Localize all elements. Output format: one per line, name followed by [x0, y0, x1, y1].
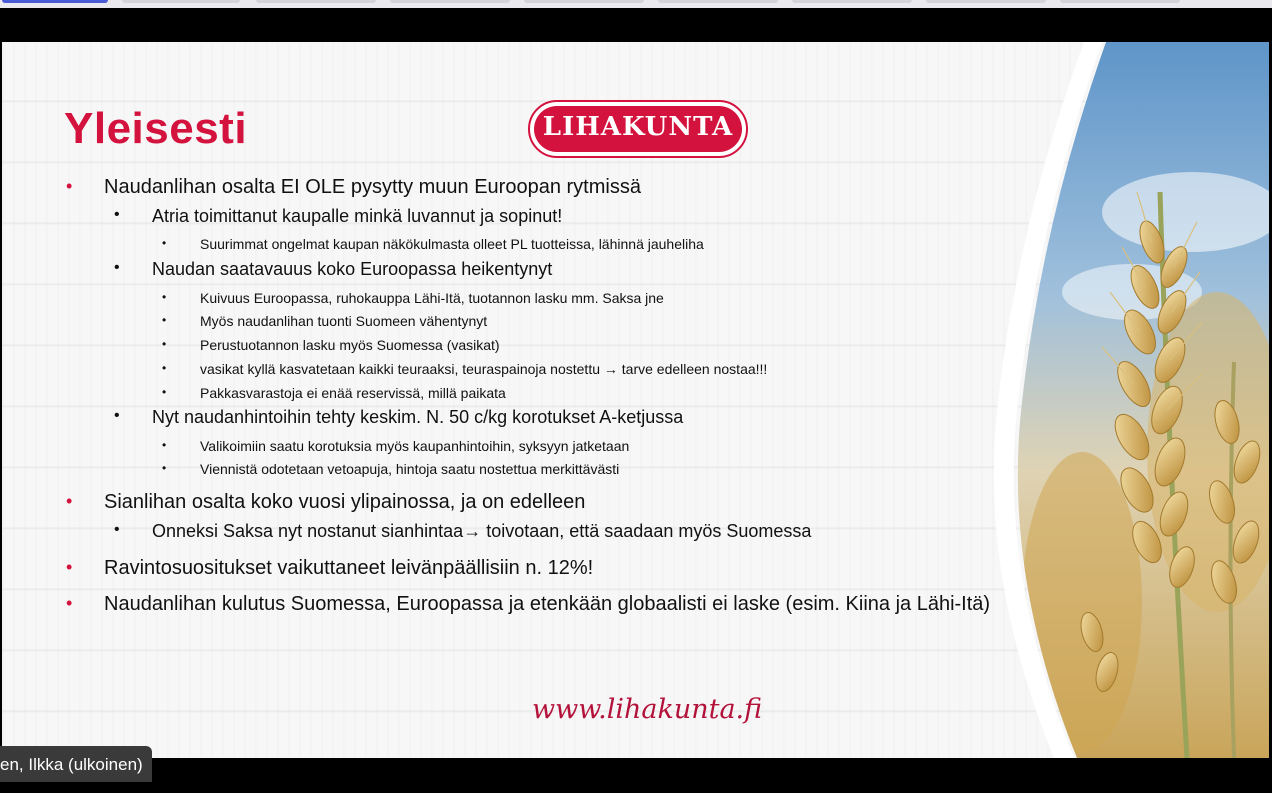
tab-indicator[interactable]	[256, 0, 376, 3]
bullet-item: • Naudan saatavauus koko Euroopassa heikentynyt	[114, 259, 553, 279]
browser-tab-strip	[0, 0, 1272, 8]
bullet-item: • Viennistä odotetaan vetoapuja, hintoja saatu nostettua merkittävästi	[162, 461, 620, 477]
bullet-item: • Valikoimiin saatu korotuksia myös kaupanhintoihin, syksyyn jatketaan	[162, 438, 630, 454]
bullet-item: • Myös naudanlihan tuonti Suomeen vähentynyt	[162, 313, 488, 329]
bullet-item: • Perustuotannon lasku myös Suomessa (vasikat)	[162, 337, 500, 353]
bullet-item: • Nyt naudanhintoihin tehty keskim. N. 50 c/kg korotukset A-ketjussa	[114, 407, 684, 427]
tab-indicator[interactable]	[390, 0, 510, 3]
bullet-item: • Naudanlihan kulutus Suomessa, Euroopassa ja etenkään globaalisti ei laske (esim. Kiina ja Lähi-Itä)	[66, 593, 991, 615]
shared-slide	[2, 42, 1269, 758]
active-tab-indicator[interactable]	[2, 0, 108, 3]
bullet-item: • Sianlihan osalta koko vuosi ylipainossa, ja on edelleen	[66, 491, 586, 513]
meeting-top-bar	[0, 8, 1272, 42]
bullet-item: • Pakkasvarastoja ei enää reservissä, millä paikata	[162, 385, 506, 401]
bullet-item: • Naudanlihan osalta EI OLE pysytty muun Euroopan rytmissä	[66, 176, 641, 198]
bullet-item: • Suurimmat ongelmat kaupan näkökulmasta olleet PL tuotteissa, lähinnä jauheliha	[162, 236, 704, 252]
tab-indicator[interactable]	[1060, 0, 1180, 3]
tab-indicator[interactable]	[792, 0, 912, 3]
logo-text: LIHAKUNTA	[534, 106, 742, 152]
bullet-item: • Onneksi Saksa nyt nostanut sianhintaa→ toivotaan, että saadaan myös Suomessa	[114, 521, 812, 541]
meeting-bottom-bar	[0, 758, 1272, 793]
tab-indicator[interactable]	[524, 0, 644, 3]
bullet-item: • Kuivuus Euroopassa, ruhokauppa Lähi-Itä, tuotannon lasku mm. Saksa jne	[162, 290, 664, 306]
bullet-item: • Atria toimittanut kaupalle minkä luvannut ja sopinut!	[114, 206, 563, 226]
bullet-item: • Ravintosuositukset vaikuttaneet leivänpäällisiin n. 12%!	[66, 557, 594, 579]
slide-title: Yleisesti	[64, 104, 248, 153]
tab-indicator[interactable]	[658, 0, 778, 3]
bullet-item: • vasikat kyllä kasvatetaan kaikki teuraaksi, teuraspainoja nostettu → tarve edelleen nostaa!!!	[162, 361, 768, 377]
tab-indicator[interactable]	[122, 0, 240, 3]
participant-name-badge: en, Ilkka (ulkoinen)	[0, 746, 152, 782]
tab-indicator[interactable]	[926, 0, 1046, 3]
slide-bullet-list	[2, 42, 1269, 758]
footer-url: www.lihakunta.fi	[532, 694, 763, 725]
